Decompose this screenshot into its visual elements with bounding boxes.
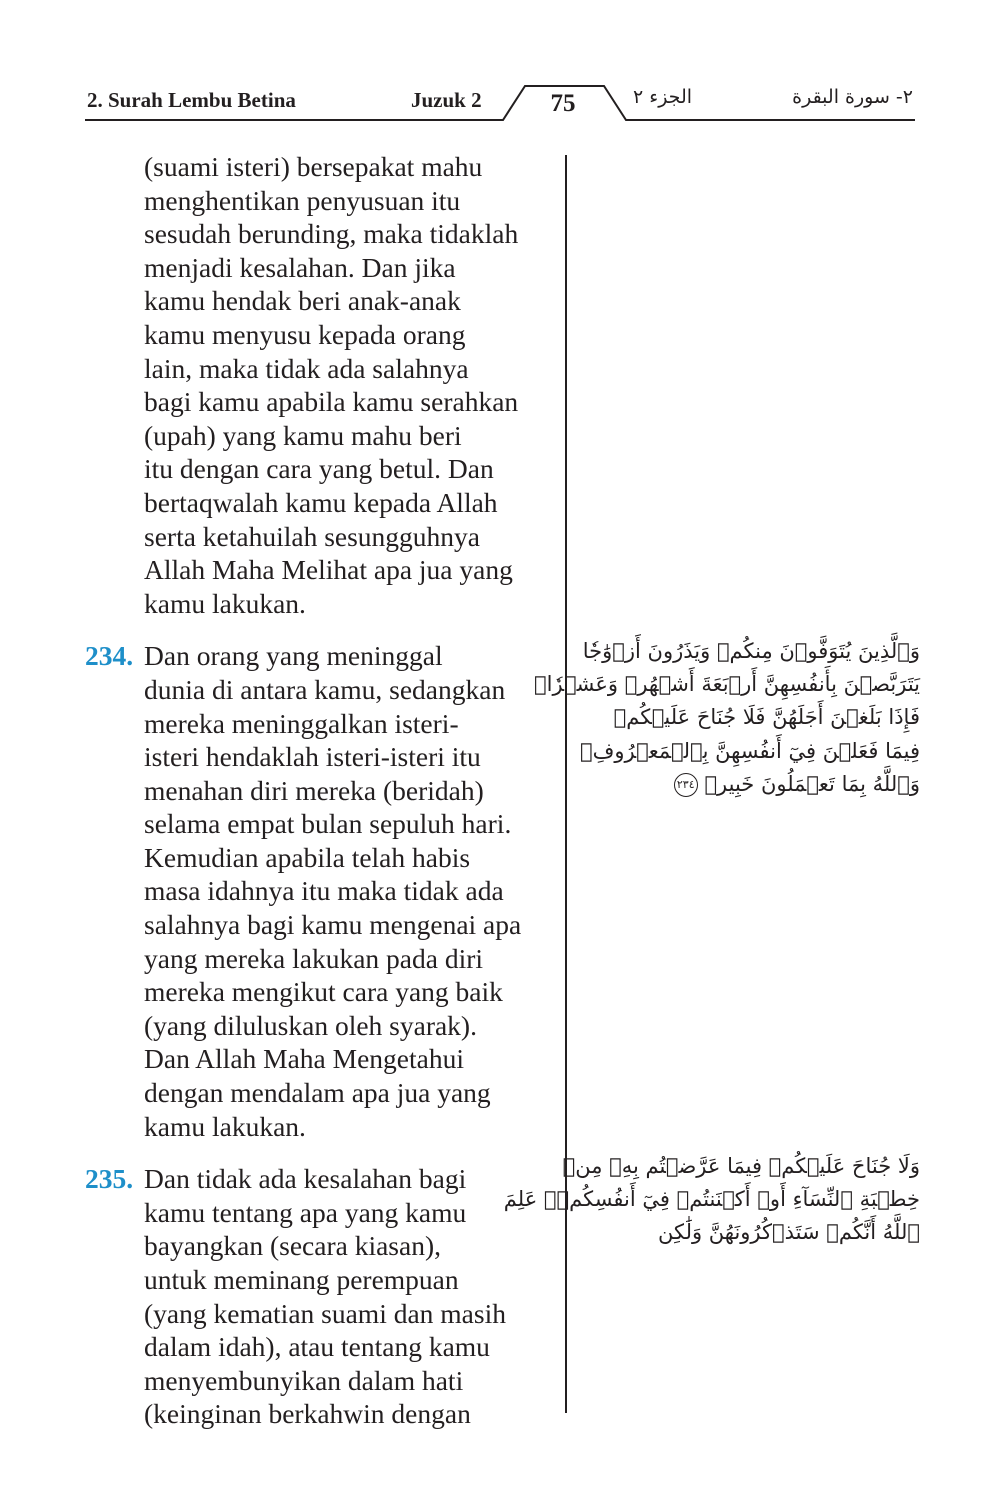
text-line: Allah Maha Melihat apa jua yang bbox=[144, 554, 513, 586]
text-line: menghentikan penyusuan itu bbox=[144, 184, 461, 216]
text-line: dengan mendalam apa jua yang bbox=[144, 1077, 491, 1109]
text-line: itu dengan cara yang betul. Dan bbox=[144, 453, 494, 485]
text-line: kamu tentang apa yang kamu bbox=[144, 1196, 467, 1228]
text-line: (suami isteri) bersepakat mahu bbox=[144, 151, 483, 182]
text-line: bayangkan (secara kiasan), bbox=[144, 1230, 441, 1262]
text-line: dunia di antara kamu, sedangkan bbox=[144, 673, 506, 705]
text-line: salahnya bagi kamu mengenai apa bbox=[144, 909, 522, 941]
arabic-line: وَٱلَّذِينَ يُتَوَفَّوۡنَ مِنكُمۡ وَيَذَرُونَ أَزۡوَٰجٗا bbox=[582, 639, 920, 663]
text-line: yang mereka lakukan pada diri bbox=[144, 942, 484, 974]
verse-235-translation bbox=[85, 1162, 565, 1431]
verse-number: 235. bbox=[85, 1163, 134, 1195]
text-line: serta ketahuilah sesungguhnya bbox=[144, 520, 481, 552]
text-line: menahan diri mereka (beridah) bbox=[144, 774, 484, 806]
text-line: Dan tidak ada kesalahan bagi bbox=[144, 1163, 467, 1195]
column-divider bbox=[565, 155, 567, 1413]
page-header bbox=[85, 82, 915, 122]
arabic-line: خِطۡبَةِ ٱلنِّسَآءِ أَوۡ أَكۡنَنتُمۡ فِيٓ أَنفُسِكُمۡۚ عَلِمَ bbox=[503, 1187, 920, 1212]
verse-234-translation bbox=[85, 639, 565, 1143]
text-line: isteri hendaklah isteri-isteri itu bbox=[144, 741, 481, 773]
juz-arabic: الجزء ٢ bbox=[633, 86, 693, 108]
text-line: (yang diluluskan oleh syarak). bbox=[144, 1009, 477, 1041]
surah-title: 2. Surah Lembu Betina bbox=[87, 88, 296, 112]
text-line: lain, maka tidak ada salahnya bbox=[144, 352, 469, 384]
text-line: kamu hendak beri anak-anak bbox=[144, 285, 461, 317]
text-line: dalam idah), atau tentang kamu bbox=[144, 1331, 490, 1363]
arabic-line: وَلَا جُنَاحَ عَلَيۡكُمۡ فِيمَا عَرَّضۡتُم بِهِۦ مِنۡ bbox=[562, 1154, 920, 1178]
arabic-line: ٱللَّهُ أَنَّكُمۡ سَتَذۡكُرُونَهُنَّ وَلَٰكِن bbox=[657, 1220, 920, 1245]
text-line: untuk meminang perempuan bbox=[144, 1264, 459, 1295]
arabic-line: يَتَرَبَّصۡنَ بِأَنفُسِهِنَّ أَرۡبَعَةَ أَشۡهُرٖ وَعَشۡرٗاۖ bbox=[534, 672, 920, 697]
translation-column bbox=[85, 150, 565, 1431]
text-line: mereka mengikut cara yang baik bbox=[144, 976, 503, 1008]
text-line: Dan orang yang meninggal bbox=[144, 640, 443, 672]
ayah-line-wrap bbox=[610, 768, 920, 801]
ayah-end-marker: ٢٣٤ bbox=[674, 773, 698, 797]
continuation-paragraph bbox=[85, 150, 565, 620]
text-line: sesudah berunding, maka tidaklah bbox=[144, 218, 519, 250]
text-line: mereka meninggalkan isteri- bbox=[144, 707, 459, 739]
page-number: 75 bbox=[550, 90, 576, 117]
juzuk-label: Juzuk 2 bbox=[411, 88, 482, 112]
surah-arabic: ٢- سورة البقرة bbox=[792, 86, 913, 108]
arabic-verse-234 bbox=[534, 635, 920, 801]
text-line: kamu lakukan. bbox=[144, 587, 306, 619]
text-line: Dan Allah Maha Mengetahui bbox=[144, 1043, 464, 1075]
text-line: kamu menyusu kepada orang bbox=[144, 318, 466, 350]
text-line: kamu lakukan. bbox=[144, 1110, 306, 1142]
arabic-line-text: وَٱللَّهُ بِمَا تَعۡمَلُونَ خَبِيرٞ bbox=[704, 771, 920, 796]
text-line: bagi kamu apabila kamu serahkan bbox=[144, 386, 519, 418]
text-line: masa idahnya itu maka tidak ada bbox=[144, 875, 504, 907]
verse-number: 234. bbox=[85, 640, 134, 672]
text-line: (upah) yang kamu mahu beri bbox=[144, 419, 462, 451]
arabic-line: فِيمَا فَعَلۡنَ فِيٓ أَنفُسِهِنَّ بِٱلۡمَعۡرُوفِۗ bbox=[580, 738, 920, 763]
text-line: selama empat bulan sepuluh hari. bbox=[144, 808, 512, 840]
text-line: menjadi kesalahan. Dan jika bbox=[144, 251, 456, 283]
text-line: Kemudian apabila telah habis bbox=[144, 841, 471, 873]
text-line: menyembunyikan dalam hati bbox=[144, 1364, 464, 1396]
arabic-verse-235 bbox=[503, 1150, 920, 1250]
arabic-line: فَإِذَا بَلَغۡنَ أَجَلَهُنَّ فَلَا جُنَاحَ عَلَيۡكُمۡ bbox=[613, 705, 920, 730]
text-line: (yang kematian suami dan masih bbox=[144, 1297, 506, 1329]
text-line: (keinginan berkahwin dengan bbox=[144, 1398, 471, 1430]
text-line: bertaqwalah kamu kepada Allah bbox=[144, 486, 498, 518]
